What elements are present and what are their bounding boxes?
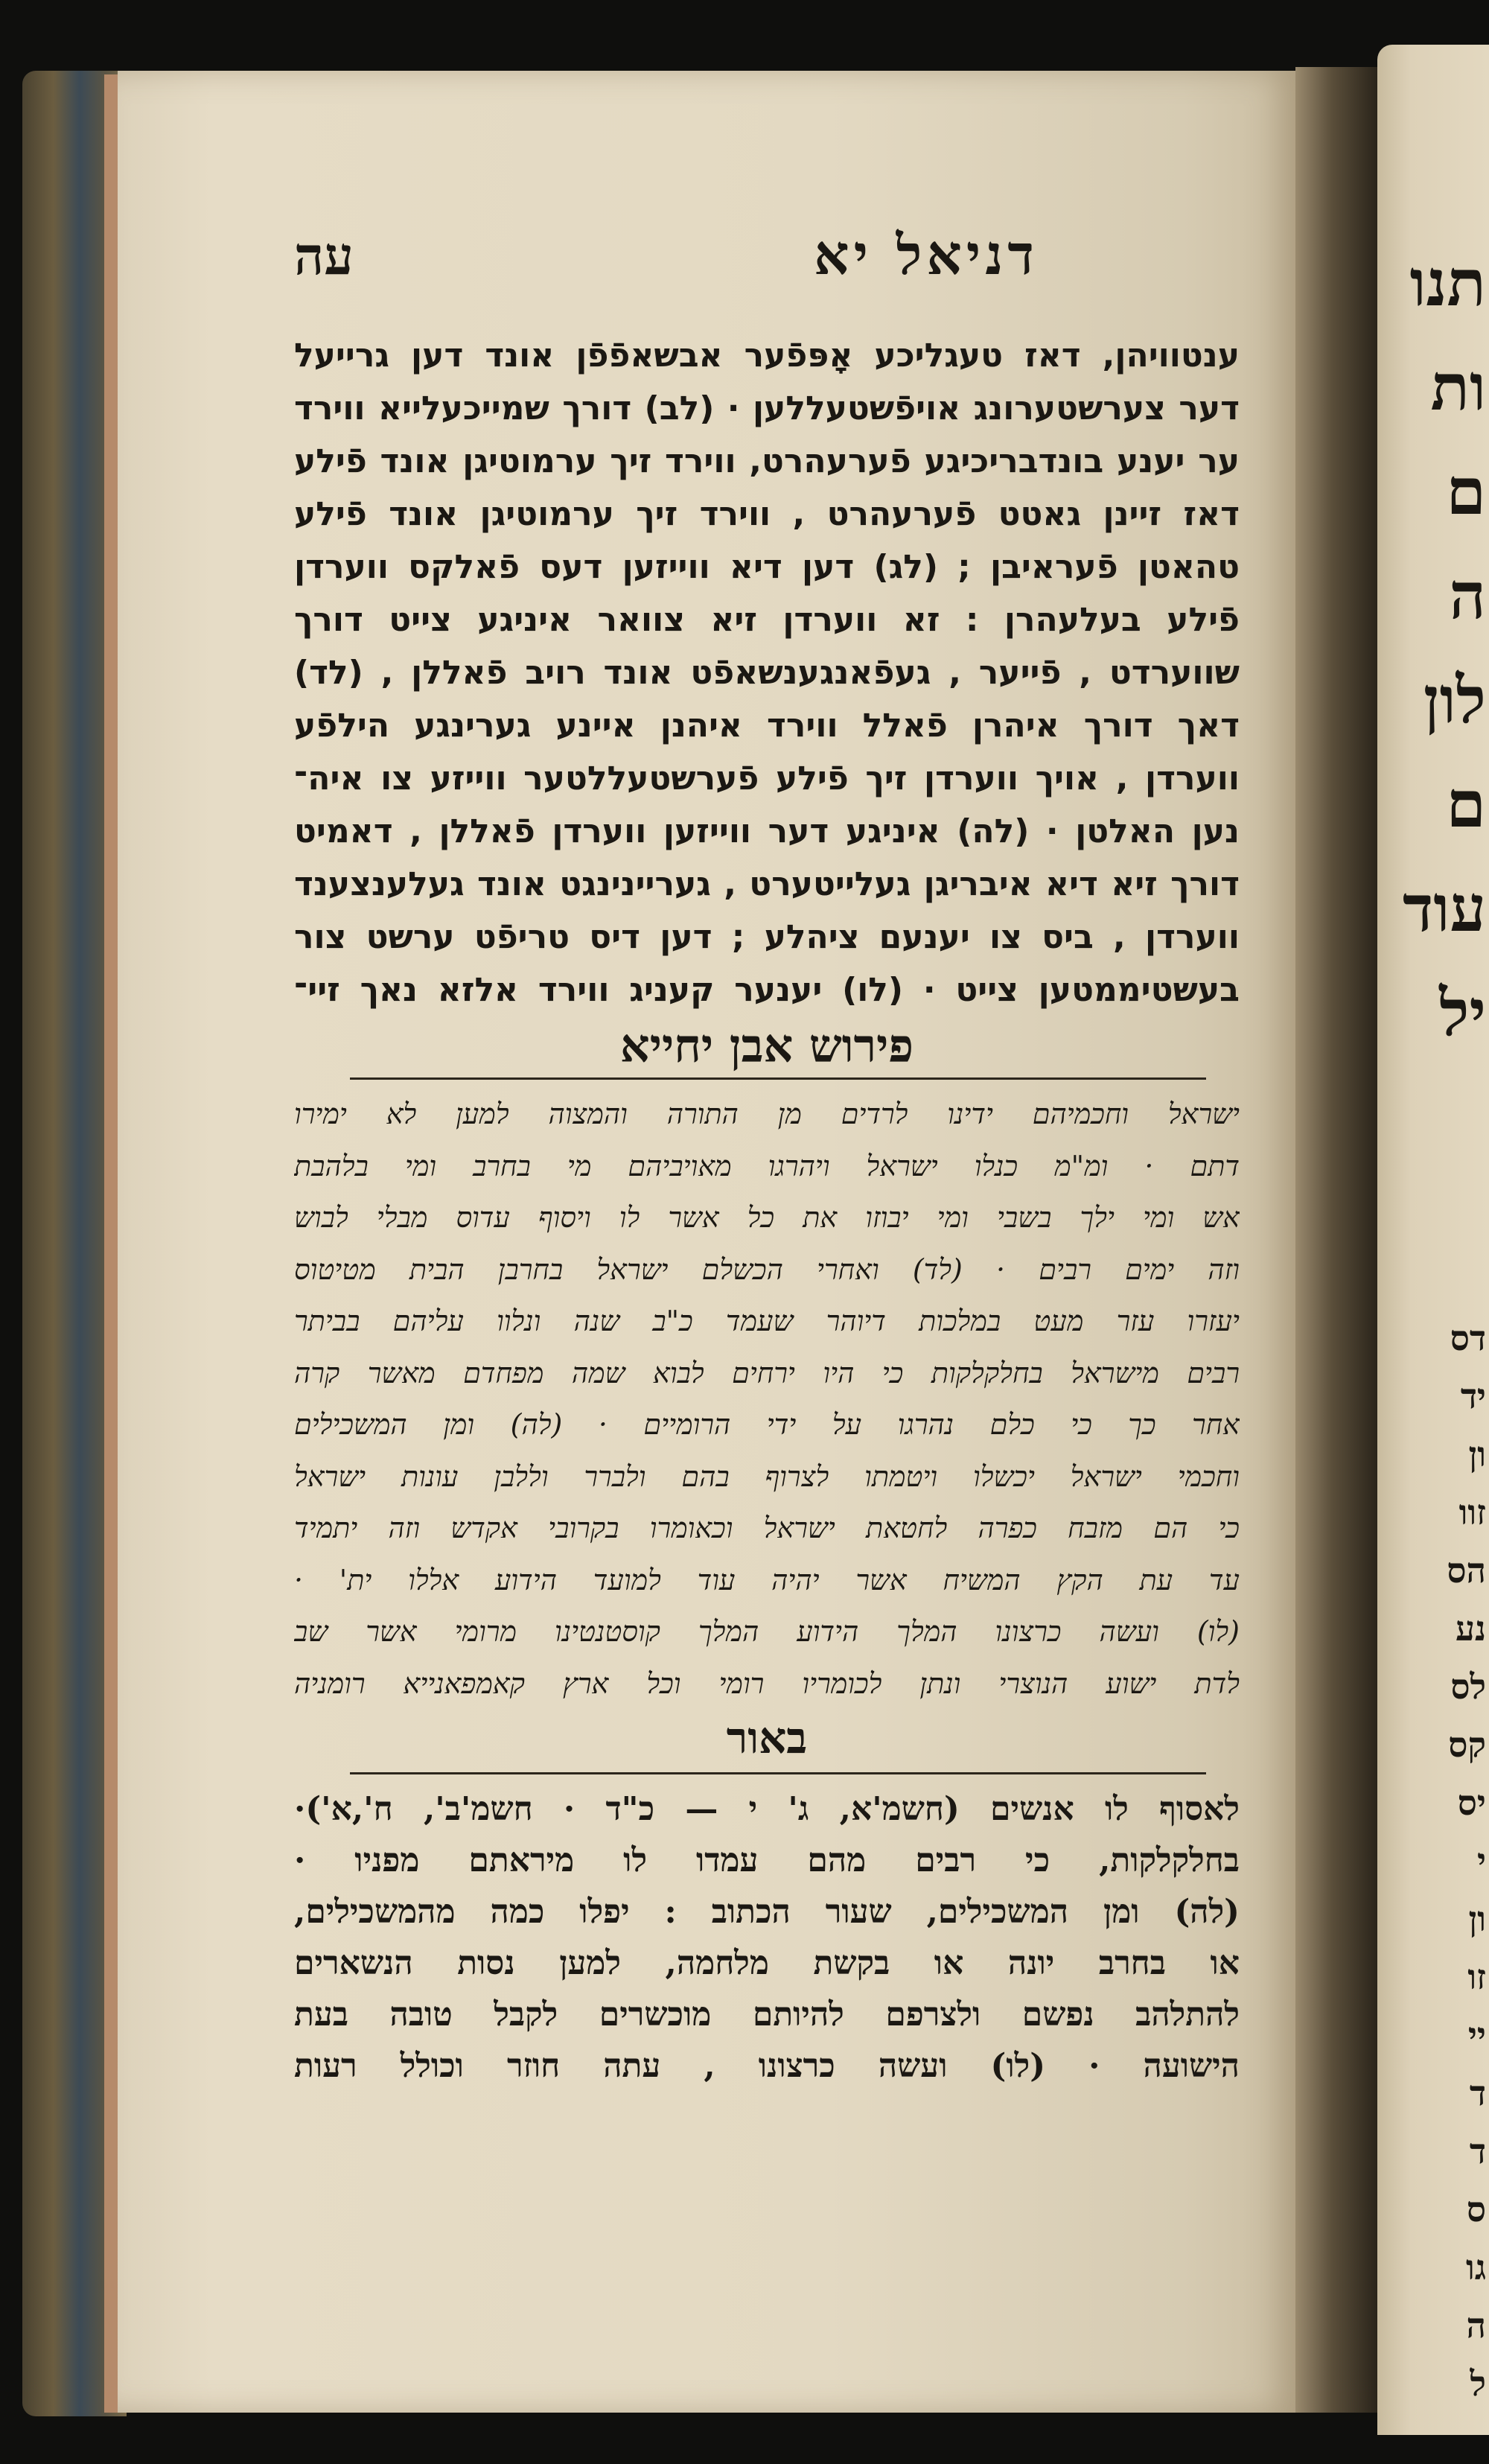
right-page-text: הס	[1447, 1550, 1486, 1591]
running-title: דניאל יא	[814, 223, 1039, 287]
page-number: עה	[294, 225, 354, 287]
text-line: דער צערשטערונג אויפֿשטעללען · (לב) דורך שמייכעלייא ווירד	[294, 389, 1240, 427]
right-page-text: ון	[1468, 1899, 1486, 1939]
text-line: דורך זיא דיא איבריגן געלייטערט , געריינינגט אונד געלענצענד	[294, 865, 1240, 903]
biur-text	[294, 1783, 1240, 2092]
right-page-text: זו	[1467, 1957, 1486, 1997]
text-line: כי הם מזבח כפרה לחטאת ישראל וכאומרו בקרובי אקדש וזה יתמיד	[294, 1512, 1240, 1544]
right-page-text: ות	[1430, 350, 1486, 425]
right-page-text: ד	[1469, 2131, 1486, 2171]
right-page-text: דס	[1450, 1318, 1486, 1358]
text-line: פֿילע בעלעהרן : זא ווערדן זיא צוואר איניגע צייט דורך	[294, 601, 1240, 639]
section-rule	[350, 1772, 1206, 1774]
commentary-text	[294, 1089, 1240, 1710]
right-page-text: ם	[1446, 454, 1486, 529]
text-line: (לה) ומן המשכילים, שעור הכתוב : יפלו כמה מהמשכילים,	[294, 1893, 1240, 1931]
text-line: אחר כך כי כלם נהרגו על ידי הרומיים · (לה) ומן המשכילים	[294, 1408, 1240, 1441]
text-line: (לו) ועשה כרצונו המלך הידוע המלך קוסטנטינו מרומי אשר שב	[294, 1615, 1240, 1648]
text-line: אש ומי ילך בשבי ומי יבוזו את כל אשר לו ויסוף עדוס מבלי לבוש	[294, 1201, 1240, 1234]
text-line: ווערדן , אויך ווערדן זיך פֿילע פֿערשטעללטער ווייזע צו איה־	[294, 760, 1240, 798]
right-page-text: ם	[1446, 767, 1486, 842]
text-line: וזה ימים רבים · (לד) ואחרי הכשלם ישראל בחרבן הבית מטיטוס	[294, 1252, 1240, 1286]
text-line: ווערדן , ביס צו יענעם ציהלע ; דען דיס טריפֿט ערשט צור	[294, 918, 1240, 956]
right-page-text: זוו	[1458, 1492, 1486, 1532]
right-page-text: ס	[1466, 2189, 1486, 2229]
right-page-text: י	[1476, 1841, 1486, 1881]
right-page-text: יס	[1457, 1783, 1486, 1823]
yiddish-translation	[294, 329, 1240, 1016]
right-page-fragment	[1377, 45, 1489, 2435]
right-page-text: גו	[1466, 2247, 1486, 2288]
text-line: טהאטן פֿעראיבן ; (לג) דען דיא ווייזען דעס פֿאלקס ווערדן	[294, 548, 1240, 586]
text-line: בחלקלקות, כי רבים מהם עמדו לו מיראתם מפניו ·	[294, 1841, 1240, 1879]
text-line: וחכמי ישראל יכשלו ויטמתו לצרוף בהם ולברר וללבן עונות ישראל	[294, 1459, 1240, 1493]
text-line: דאז זיינן גאטט פֿערעהרט , ווירד זיך ערמוטיגן אונד פֿילע	[294, 495, 1240, 533]
right-page-text: קס	[1448, 1725, 1486, 1765]
text-line: נען האלטן · (לה) איניגע דער ווייזען ווערדן פֿאללן , דאמיט	[294, 812, 1240, 850]
text-line: ענטוויהן, דאז טעגליכע אָפּפֿער אבשאפֿפֿן אונד דען גרייעל	[294, 337, 1240, 375]
right-page-text: נע	[1455, 1608, 1486, 1649]
text-line: ישראל וחכמיהם ידינו לרדים מן התורה והמצוה למען לא ימירו	[294, 1098, 1240, 1130]
right-page-text: עוד	[1402, 871, 1486, 946]
right-page-text: יד	[1460, 1376, 1486, 1416]
text-line: שווערדט , פֿייער , געפֿאנגענשאפֿט אונד רויב פֿאללן , (לד)	[294, 654, 1240, 692]
text-line: הישועה · (לו) ועשה כרצונו , עתה חוזר וכולל רעות	[294, 2047, 1240, 2085]
text-line: עד עת הקץ המשיח אשר יהיה עוד למועד הידוע אללו ית' ·	[294, 1563, 1240, 1596]
text-line: לאסוף לו אנשים (חשמ'א, ג' י — כ"ד · חשמ'ב', ח',א')·	[294, 1790, 1240, 1828]
right-page-text: לס	[1450, 1666, 1486, 1707]
text-line: דתם · ומ"מ כנלו ישראל ויהרגו מאויביהם מי בחרב ומי בלהבת	[294, 1149, 1240, 1182]
text-line: ער יענע בונדבריכיגע פֿערעהרט, ווירד זיך ערמוטיגן אונד פֿילע	[294, 442, 1240, 480]
text-line: או בחרב יונה או בקשת מלחמה, למען נסות הנשארים	[294, 1944, 1240, 1982]
text-line: רבים מישראל בחלקלקות כי היו ירחים לבוא שמה מפחדם מאשר קרה	[294, 1356, 1240, 1389]
right-page-text: יי	[1467, 2015, 1486, 2055]
text-line: לדת ישוע הנוצרי ונתן לכומריו רומי וכל ארץ קאמפאנייא רומניה	[294, 1666, 1240, 1700]
page-header	[294, 223, 1039, 288]
right-page-text: ל	[1470, 2363, 1486, 2404]
section-rule	[350, 1077, 1206, 1080]
right-page-text: לון	[1423, 663, 1486, 738]
commentary-title: פירוש אבן יחייא	[619, 1019, 914, 1073]
text-line: יעזרו עזר מעט במלכות דיוהר שעמד כ"ב שנה ונלוו עליהם בביתר	[294, 1305, 1240, 1337]
right-page-text: יל	[1439, 975, 1486, 1051]
book-gutter	[1295, 67, 1377, 2413]
right-page-text: ה	[1449, 558, 1486, 634]
right-page-text: תנו	[1409, 246, 1486, 321]
text-line: דאך דורך איהרן פֿאלל ווירד איהנן איינע גערינגע הילפֿע	[294, 707, 1240, 745]
right-page-text: ד	[1469, 2073, 1486, 2113]
right-page-text: ה	[1466, 2305, 1486, 2346]
text-line: להתלהב נפשם ולצרפם להיותם מוכשרים לקבל טובה בעת	[294, 1996, 1240, 2034]
right-page-text: ון	[1468, 1434, 1486, 1474]
biur-title: באור	[726, 1713, 808, 1763]
text-line: בעשטיממטען צייט · (לו) יענער קעניג ווירד אלזא נאך זיי־	[294, 971, 1240, 1009]
